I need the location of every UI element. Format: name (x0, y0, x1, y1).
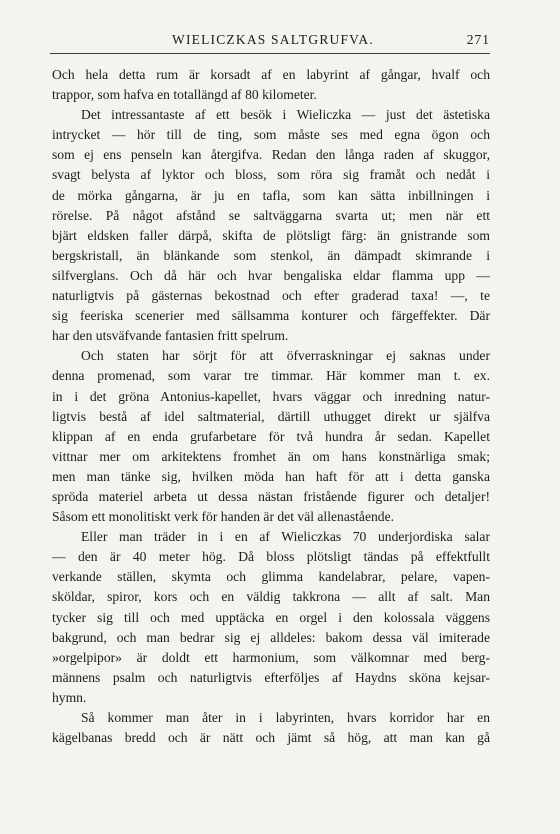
running-title: WIELICZKAS SALTGRUFVA. (172, 32, 374, 47)
text-line: klippan af en enda grufarbetare för två hundra år sedan. Kapellet (52, 428, 490, 444)
text-line: Det intressantaste af ett besök i Wieliczka — just det ästetiska (81, 107, 490, 123)
text-line: rörelse. På något afstånd se saltväggarna svarta ut; men när ett (52, 207, 490, 223)
text-line: männens psalm och naturligtvis efterföljes af Haydns sköna kejsar- (52, 669, 490, 685)
page-number: 271 (466, 32, 490, 47)
text-line: »orgelpipor» är doldt ett harmonium, som välkomnar med berg- (52, 649, 490, 665)
text-line: naturligtvis på gästernas bekostnad och efter graderad taxa! —, te (52, 288, 490, 304)
text-line: Och staten har sörjt för att öfverraskningar ej saknas under (81, 348, 490, 364)
text-line: spröda materiel arbeta ut dessa nästan fristående figurer och detaljer! (52, 488, 490, 504)
text-line: verkande ställen, skymta och glimma kandelabrar, pelare, vapen- (52, 569, 490, 585)
text-line: trappor, som hafva en totallängd af 80 kilometer. (52, 87, 317, 103)
text-line: — den är 40 meter hög. Då bloss plötsligt tändas på effektfullt (52, 549, 490, 565)
text-line: de mörka gångarna, är ju en tafla, som kan sätta inbillningen i (52, 187, 490, 203)
text-line: Såsom ett monolitiskt verk för handen är det väl allenastående. (52, 509, 395, 525)
text-line: svagt belysta af lyktor och bloss, som röra sig framåt och nedåt i (52, 167, 490, 183)
text-line: Så kommer man åter in i labyrinten, hvars korridor har en (81, 710, 490, 725)
text-line: sig feeriska scenerier med sällsamma konturer och färgeffekter. Där (52, 308, 490, 324)
text-line: bjärt eldsken faller därpå, skifta de plötsligt färg: än gnistrande som (52, 227, 490, 243)
body-text (52, 65, 490, 748)
text-line: Eller man träder in i en af Wieliczkas 70 underjordiska salar (81, 529, 490, 545)
text-line: intrycket — hör till de ting, som måste ses med egna ögon och (52, 127, 490, 143)
text-line: men man tänke sig, hvilken möda han haft för att i detta ganska (52, 468, 490, 484)
text-line: kägelbanas bredd och är nätt och jämt så hög, att man kan gå (52, 730, 490, 746)
text-line: tycker sig till och med upptäcka en orgel i den kolossala väggens (52, 609, 490, 625)
text-line: Och hela detta rum är korsadt af en labyrint af gångar, hvalf och (52, 67, 490, 82)
text-line: bergskristall, än blänkande som stenkol, än dämpadt skimrande i (52, 247, 490, 263)
text-line: denna promenad, som varar tre timmar. Här kommer man t. ex. (52, 368, 490, 384)
header-rule (50, 53, 490, 54)
running-head (52, 30, 490, 50)
text-line: vittnar mer om arkitektens fromhet än om hans konstnärliga smak; (52, 448, 490, 464)
text-line: hymn. (52, 689, 87, 705)
text-line: bakgrund, och man bedrar sig ej alldeles: bakom dessa väl imiterade (52, 629, 490, 645)
text-line: som ej ens penseln kan återgifva. Redan den långa raden af skuggor, (52, 147, 490, 163)
text-line: har den utsväfvande fantasien fritt spelrum. (52, 328, 289, 344)
text-line: silfverglans. Och då här och hvar bengaliska eldar flamma upp — (52, 267, 490, 283)
text-line: in i det gröna Antonius-kapellet, hvars väggar och inredning natur- (52, 388, 490, 404)
text-line: ligtvis bestå af idel saltmaterial, därtill uthugget direkt ur själfva (52, 408, 490, 424)
text-line: sköldar, spiror, kors och en väldig takkrona — allt af salt. Man (52, 589, 490, 605)
